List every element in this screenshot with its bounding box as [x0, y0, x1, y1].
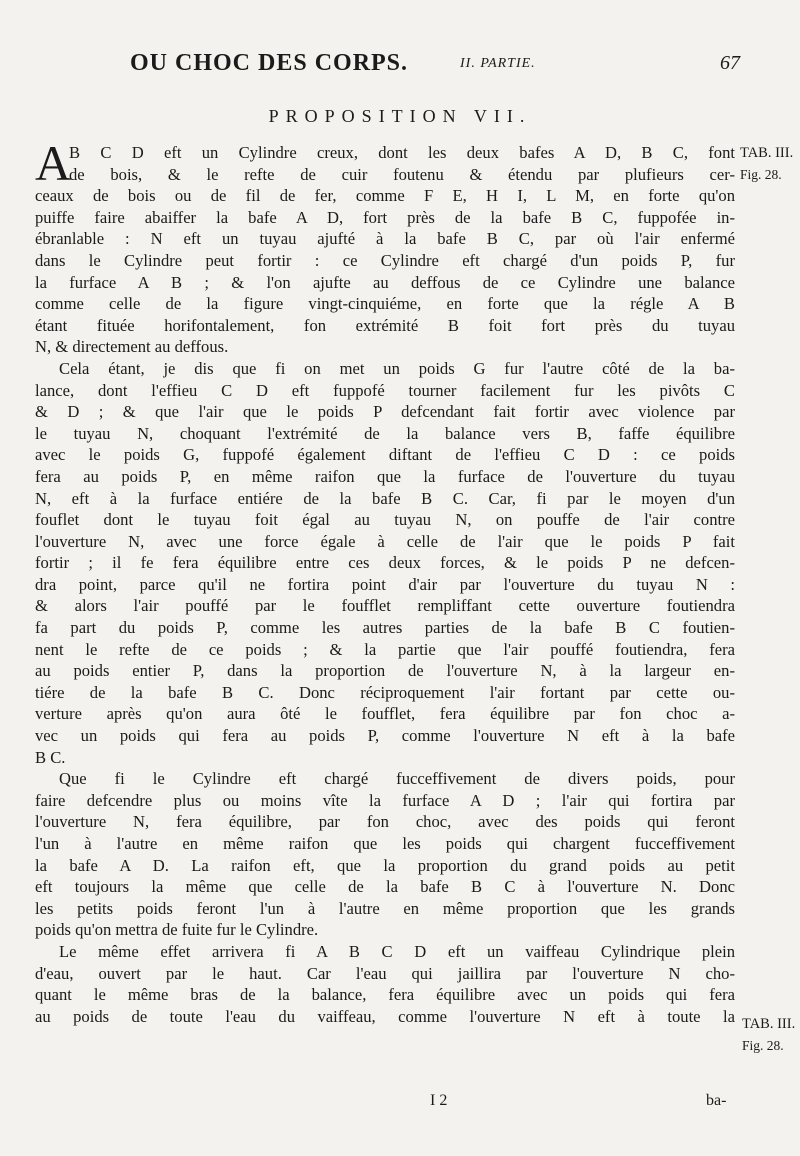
proposition-heading: PROPOSITION VII.	[268, 106, 532, 126]
text-line: l'ouverture N, fera équilibre, par fon choc, avec des poids qui feront	[35, 812, 735, 832]
text-line: N, eft à la furface entiére de la bafe B C. Car, fi par le moyen d'un	[35, 488, 735, 508]
text-line: au poids entier P, dans la proportion de l'ouverture N, à la largeur en-	[35, 661, 735, 681]
text-line: & D ; & que l'air que le poids P defcendant fait fortir avec violence par	[35, 402, 735, 422]
margin-note-figure: Fig. 28.	[742, 1038, 784, 1053]
text-line: comme celle de la figure vingt-cinquiéme, en forte que la régle A B	[35, 294, 735, 314]
running-title: OU CHOC DES CORPS.	[130, 50, 409, 76]
text-line: verture après qu'on aura ôté le foufflet, fera équilibre par fon choc a-	[35, 704, 735, 724]
text-line: quant le même bras de la balance, fera équilibre avec un poids qui fera	[35, 985, 735, 1005]
text-line: le tuyau N, choquant l'extrémité de la balance vers B, faffe équilibre	[35, 423, 735, 443]
text-line: lance, dont l'effieu C D eft fuppofé tourner facilement fur les pivôts C	[35, 380, 735, 400]
text-line: ceaux de bois ou de fil de fer, comme F E, H I, L M, en forte qu'on	[35, 186, 735, 206]
text-line: ébranlable : N eft un tuyau ajufté à la bafe B C, par où l'air enfermé	[35, 229, 735, 249]
text-line: fortir ; il fe fera équilibre entre ces deux forces, & le poids P ne defcen-	[35, 553, 735, 573]
text-line: étant fituée horifontalement, fon extrémité B foit fort près du tuyau	[35, 315, 735, 335]
margin-note-plate: TAB. III.	[742, 1016, 796, 1032]
part-label: II. PARTIE.	[460, 56, 536, 71]
text-line: & alors l'air pouffé par le foufflet rempliffant cette ouverture foutiendra	[35, 596, 735, 616]
text-line: Cela étant, je dis que fi on met un poids G fur l'autre côté de la ba-	[59, 358, 735, 378]
text-line: Que fi le Cylindre eft chargé fucceffivement de divers poids, pour	[59, 769, 735, 789]
text-line: fera au poids P, en même raifon que la furface de l'ouverture du tuyau	[35, 466, 735, 486]
text-line: faire defcendre plus ou moins vîte la furface A D ; l'air qui fortira par	[35, 790, 735, 810]
text-line: l'ouverture N, avec une force égale à celle de l'air que le poids P fait	[35, 531, 735, 551]
text-line: N, & directement au deffous.	[35, 337, 229, 357]
page-number: 67	[720, 52, 740, 74]
text-line: B C.	[35, 747, 66, 767]
text-line: d'eau, ouvert par le haut. Car l'eau qui jaillira par l'ouverture N cho-	[35, 963, 735, 983]
text-line: dra point, parce qu'il ne fortira point d'air par l'ouverture du tuyau N :	[35, 574, 735, 594]
text-line: nent le refte de ce poids ; & la partie que l'air pouffé foutiendra, fera	[35, 639, 735, 659]
text-line: l'un à l'autre en même raifon que les poids qui chargent fucceffivement	[35, 834, 735, 853]
text-line: la bafe A D. La raifon eft, que la proportion du grand poids au petit	[35, 855, 735, 875]
drop-cap: A	[35, 135, 72, 191]
text-line: de bois, & le refte de cuir foutenu & étendu par plufieurs cer-	[69, 164, 735, 184]
signature-mark: I 2	[430, 1092, 448, 1109]
text-line: vec un poids qui fera au poids P, comme l'ouverture N eft à la bafe	[35, 726, 735, 746]
text-line: avec le poids G, fuppofé également diftant de l'effieu C D : ce poids	[35, 445, 735, 465]
margin-note-figure: Fig. 28.	[740, 167, 782, 182]
margin-note-plate: TAB. III.	[740, 145, 794, 161]
text-line: les petits poids feront l'un à l'autre en même proportion que les grands	[35, 898, 735, 918]
text-line: dans le Cylindre peut fortir : ce Cylindre eft chargé d'un poids P, fur	[35, 250, 735, 270]
text-line: eft toujours la même que celle de la bafe B C à l'ouverture N. Donc	[35, 877, 735, 897]
catchword: ba-	[706, 1092, 727, 1109]
text-line: la furface A B ; & l'on ajufte au deffous de ce Cylindre une balance	[35, 272, 735, 292]
text-line: puiffe faire abaiffer la bafe A D, fort près de la bafe B C, fuppofée in-	[35, 207, 735, 227]
text-line: fa part du poids P, comme les autres parties de la bafe B C foutien-	[35, 618, 735, 638]
text-line: fouflet dont le tuyau foit égal au tuyau N, on pouffe de l'air contre	[35, 510, 735, 530]
page-footer	[0, 1092, 800, 1116]
text-line: Le même effet arrivera fi A B C D eft un vaiffeau Cylindrique plein	[59, 941, 735, 961]
text-line: B C D eft un Cylindre creux, dont les deux bafes A D, B C, font	[69, 143, 735, 162]
running-head	[130, 50, 760, 80]
text-line: tiére de la bafe B C. Donc réciproquement l'air fortant par cette ou-	[35, 682, 735, 702]
body-text	[35, 142, 735, 1027]
text-line: au poids de toute l'eau du vaiffeau, comme l'ouverture N eft à toute la	[35, 1006, 735, 1026]
text-line: poids qu'on mettra de fuite fur le Cylindre.	[35, 920, 319, 940]
